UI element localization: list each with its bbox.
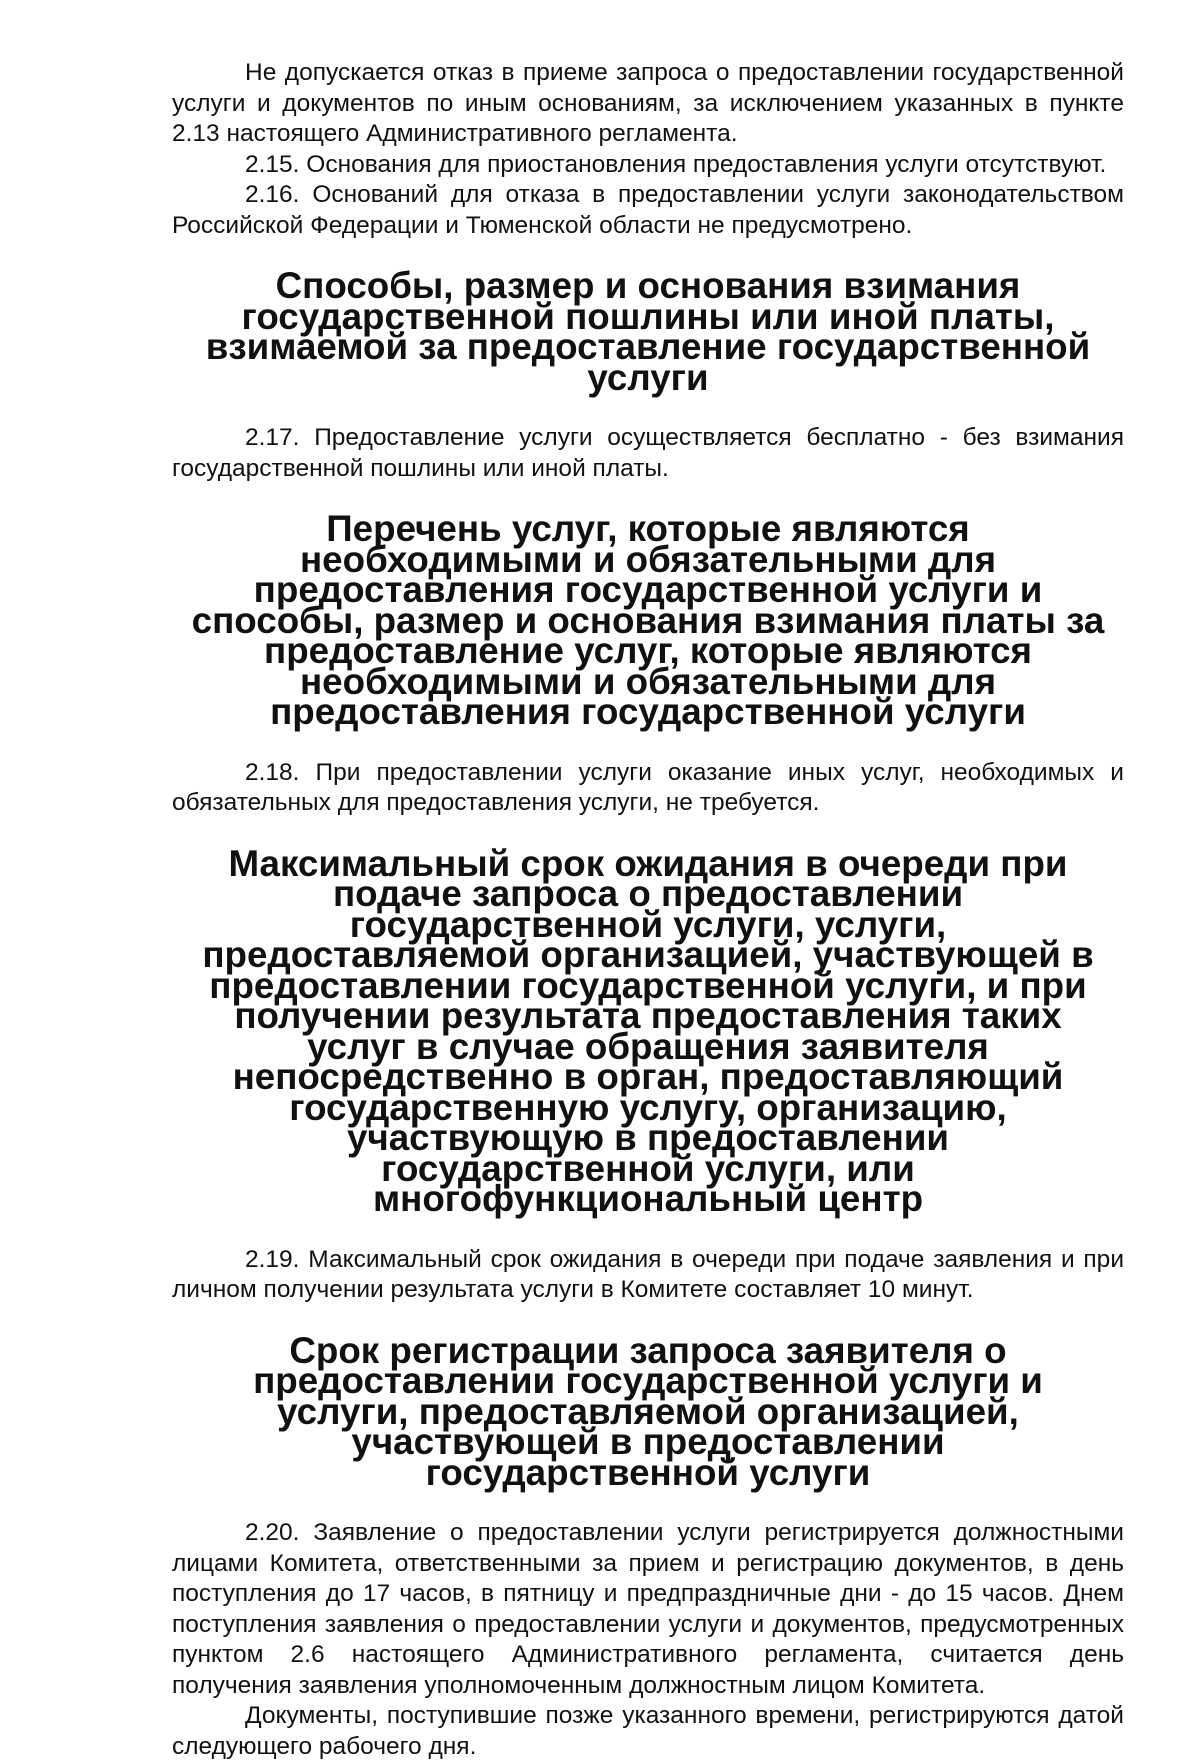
- heading-required-services: Перечень услуг, которые являются необходимыми и обязательными для предоставления государственной услуги и способы, размер и основания взимания платы за предоставление услуг, которые являются необходимыми и обязательными для предоставления государственной услуги: [191, 508, 1105, 732]
- paragraph-2-17: 2.17. Предоставление услуги осуществляется бесплатно - без взимания государственной пошлины или иной платы.: [172, 424, 1124, 482]
- heading-queue-time: Максимальный срок ожидания в очереди при подаче запроса о предоставлении государственной услуги, услуги, предоставляемой организацией, участвующей в предоставлении государственной услуги, и при получении результата предоставления таких услуг в случае обращения заявителя непосредственно в орган, предоставляющий государственную услугу, организацию, участвующую в предоставлении государственной услуги, или многофункциональный центр: [202, 842, 1094, 1219]
- paragraph-2-20: 2.20. Заявление о предоставлении услуги регистрируется должностными лицами Комитета, ответственными за прием и регистрацию документов, в день поступления до 17 часов, в пятницу и предпраздничные дни - до 15 часов. Днем поступления заявления о предоставлении услуги и документов, предусмотренных пунктом 2.6 настоящего Административного регламента, считается день получения заявления уполномоченным должностным лицом Комитета.: [172, 1519, 1124, 1699]
- paragraph-late-documents: Документы, поступившие позже указанного времени, регистрируются датой следующего рабочего дня.: [172, 1702, 1124, 1760]
- paragraph-2-19: 2.19. Максимальный срок ожидания в очереди при подаче заявления и при личном получении результата услуги в Комитете составляет 10 минут.: [172, 1245, 1124, 1303]
- paragraph-2-18: 2.18. При предоставлении услуги оказание иных услуг, необходимых и обязательных для предоставления услуги, не требуется.: [172, 758, 1124, 816]
- document-page: [172, 58, 1124, 1762]
- heading-registration: Срок регистрации запроса заявителя о предоставлении государственной услуги и услуги, предоставляемой организацией, участвующей в предоставлении государственной услуги: [253, 1329, 1043, 1493]
- heading-fee: Способы, размер и основания взимания государственной пошлины или иной платы, взимаемой за предоставление государственной услуги: [205, 265, 1091, 398]
- paragraph-refusal-not-allowed: Не допускается отказ в приеме запроса о предоставлении государственной услуги и документов по иным основаниям, за исключением указанных в пункте 2.13 настоящего Административного регламента.: [172, 59, 1124, 147]
- paragraph-2-16: 2.16. Оснований для отказа в предоставлении услуги законодательством Российской Федерации и Тюменской области не предусмотрено.: [172, 181, 1124, 239]
- paragraph-2-15: 2.15. Основания для приостановления предоставления услуги отсутствуют.: [245, 150, 1107, 178]
